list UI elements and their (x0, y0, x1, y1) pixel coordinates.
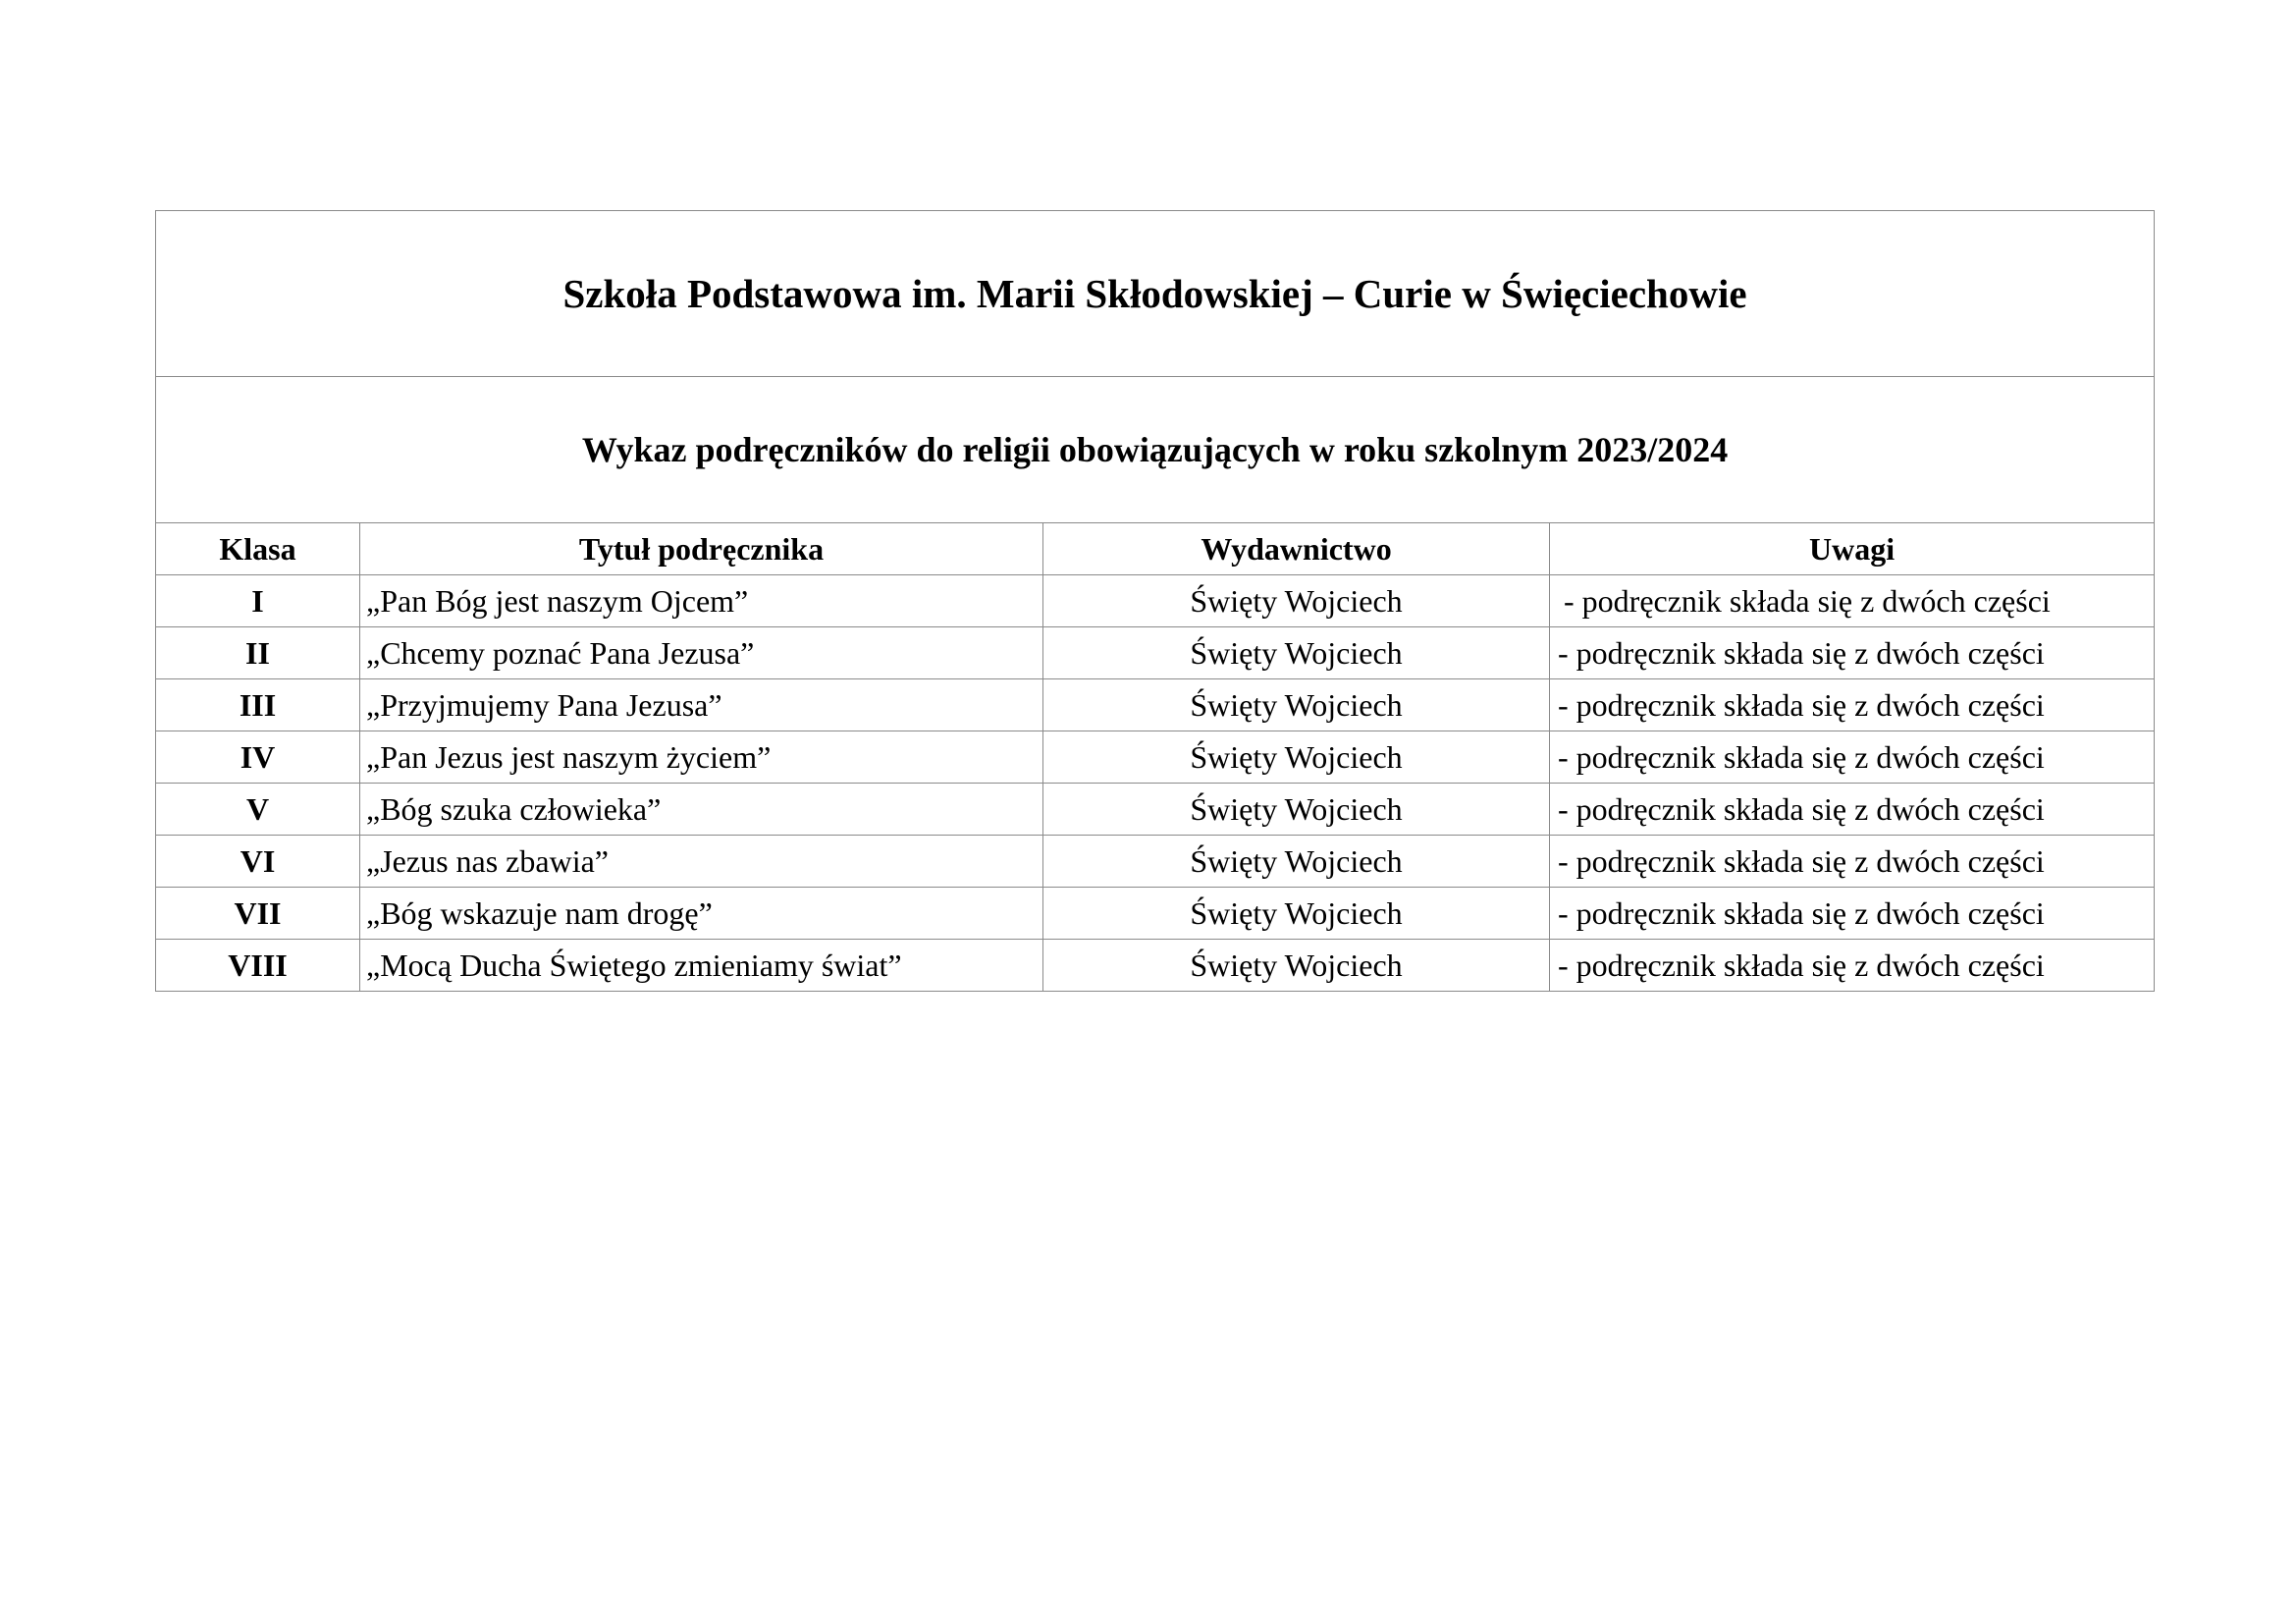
header-klasa: Klasa (156, 523, 360, 575)
cell-klasa: VII (156, 888, 360, 940)
cell-tytul: „Jezus nas zbawia” (360, 836, 1043, 888)
header-uwagi: Uwagi (1550, 523, 2155, 575)
cell-wydawnictwo: Święty Wojciech (1043, 731, 1550, 784)
cell-wydawnictwo: Święty Wojciech (1043, 679, 1550, 731)
cell-tytul: „Bóg szuka człowieka” (360, 784, 1043, 836)
table-row (156, 575, 2155, 627)
table-row (156, 679, 2155, 731)
cell-klasa: III (156, 679, 360, 731)
cell-klasa: II (156, 627, 360, 679)
cell-wydawnictwo: Święty Wojciech (1043, 784, 1550, 836)
cell-uwagi: - podręcznik składa się z dwóch części (1550, 836, 2155, 888)
cell-wydawnictwo: Święty Wojciech (1043, 575, 1550, 627)
school-name: Szkoła Podstawowa im. Marii Skłodowskiej – Curie w Święciechowie (156, 211, 2155, 377)
cell-klasa: IV (156, 731, 360, 784)
cell-tytul: „Mocą Ducha Świętego zmieniamy świat” (360, 940, 1043, 992)
cell-wydawnictwo: Święty Wojciech (1043, 836, 1550, 888)
cell-uwagi: - podręcznik składa się z dwóch części (1550, 679, 2155, 731)
cell-klasa: I (156, 575, 360, 627)
header-tytul: Tytuł podręcznika (360, 523, 1043, 575)
cell-uwagi: - podręcznik składa się z dwóch części (1550, 731, 2155, 784)
cell-wydawnictwo: Święty Wojciech (1043, 888, 1550, 940)
cell-tytul: „Chcemy poznać Pana Jezusa” (360, 627, 1043, 679)
cell-wydawnictwo: Święty Wojciech (1043, 627, 1550, 679)
school-name-row (156, 211, 2155, 377)
cell-klasa: VI (156, 836, 360, 888)
table-row (156, 784, 2155, 836)
table-row (156, 836, 2155, 888)
list-title-row (156, 377, 2155, 523)
cell-wydawnictwo: Święty Wojciech (1043, 940, 1550, 992)
table-row (156, 627, 2155, 679)
cell-uwagi: - podręcznik składa się z dwóch części (1550, 940, 2155, 992)
table-row (156, 731, 2155, 784)
cell-tytul: „Pan Jezus jest naszym życiem” (360, 731, 1043, 784)
textbook-list-table (155, 210, 2155, 992)
cell-klasa: VIII (156, 940, 360, 992)
cell-tytul: „Pan Bóg jest naszym Ojcem” (360, 575, 1043, 627)
table-row (156, 940, 2155, 992)
header-wydawnictwo: Wydawnictwo (1043, 523, 1550, 575)
cell-uwagi: - podręcznik składa się z dwóch części (1550, 627, 2155, 679)
cell-tytul: „Bóg wskazuje nam drogę” (360, 888, 1043, 940)
table-row (156, 888, 2155, 940)
cell-tytul: „Przyjmujemy Pana Jezusa” (360, 679, 1043, 731)
cell-uwagi: - podręcznik składa się z dwóch części (1550, 888, 2155, 940)
table-header-row (156, 523, 2155, 575)
list-title: Wykaz podręczników do religii obowiązujących w roku szkolnym 2023/2024 (156, 377, 2155, 523)
cell-uwagi: - podręcznik składa się z dwóch części (1550, 575, 2155, 627)
cell-klasa: V (156, 784, 360, 836)
cell-uwagi: - podręcznik składa się z dwóch części (1550, 784, 2155, 836)
